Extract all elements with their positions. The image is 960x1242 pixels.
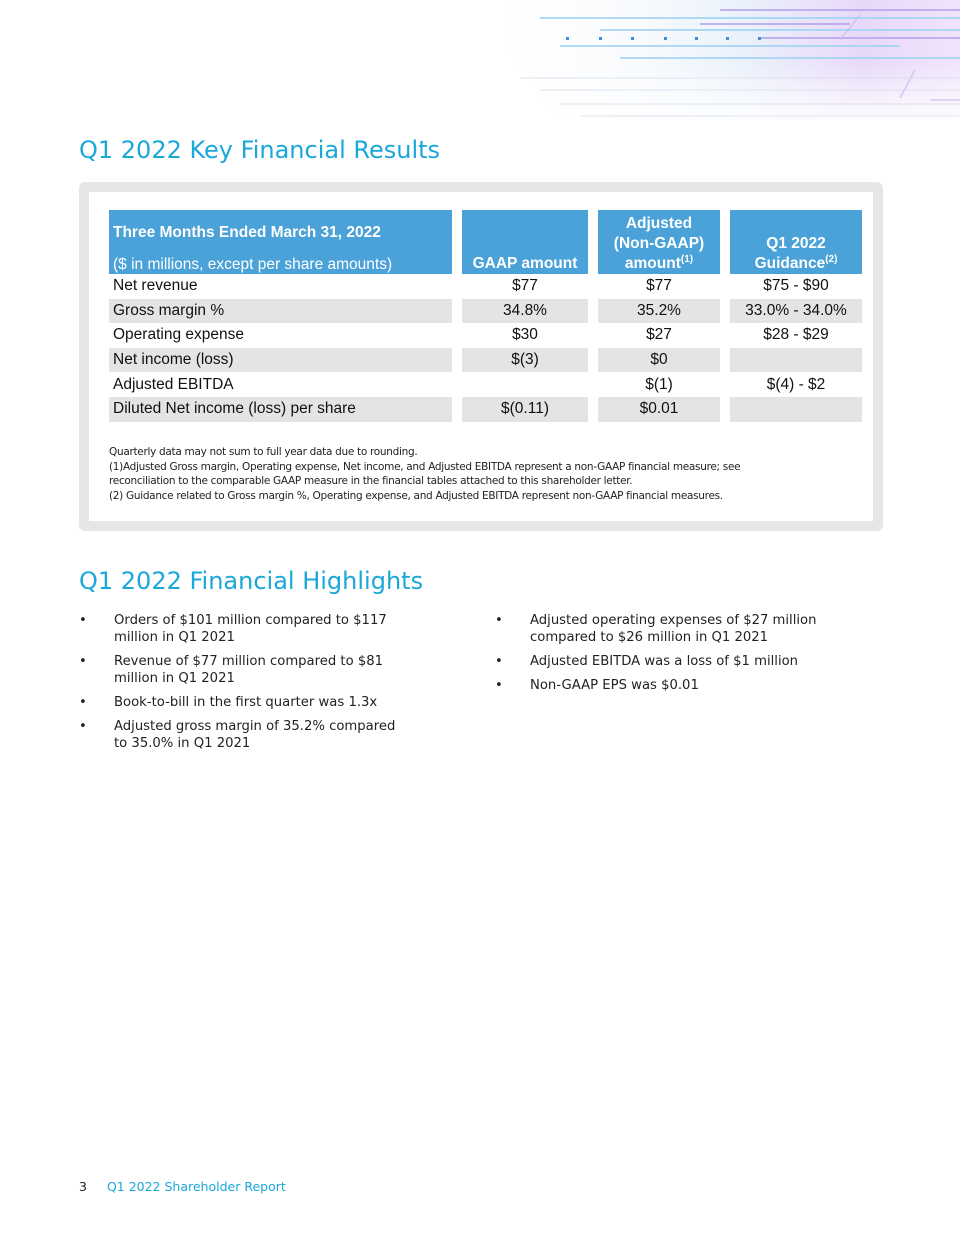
list-item: • Book-to-bill in the first quarter was 1.3x xyxy=(79,695,378,710)
row-label: Net revenue xyxy=(113,277,198,295)
gaap-value: $30 xyxy=(512,326,538,344)
bullet-icon: • xyxy=(495,613,503,628)
list-item: • Revenue of $77 million compared to $81 million in Q1 2021 xyxy=(79,654,384,686)
report-title: Q1 2022 Shareholder Report xyxy=(106,1179,286,1194)
bullet-icon: • xyxy=(79,613,87,628)
gaap-value: $(0.11) xyxy=(462,397,588,422)
adjusted-value: $77 xyxy=(646,277,672,295)
adjusted-value: $27 xyxy=(646,326,672,344)
page-footer xyxy=(79,1179,286,1194)
guidance-value xyxy=(730,397,862,422)
row-label: Diluted Net income (loss) per share xyxy=(109,397,452,422)
row-label: Gross margin % xyxy=(109,299,452,324)
list-item: • Non-GAAP EPS was $0.01 xyxy=(495,678,699,693)
bullet-icon: • xyxy=(495,678,503,693)
gaap-value: $(3) xyxy=(462,348,588,373)
header-adjusted: Adjusted (Non-GAAP) amount$^{(1)}$ xyxy=(598,210,720,274)
key-financial-results-title: Q1 2022 Key Financial Results xyxy=(79,136,441,164)
list-item: • Adjusted operating expenses of $27 million compared to $26 million in Q1 2021 xyxy=(495,613,817,645)
guidance-value: 33.0% - 34.0% xyxy=(730,299,862,324)
adjusted-value: $0.01 xyxy=(598,397,720,422)
page-number: 3 xyxy=(79,1179,87,1194)
financial-results-table xyxy=(109,210,862,422)
table-header-row xyxy=(109,210,862,274)
guidance-value: $(4) - $2 xyxy=(766,375,826,393)
highlights-right-column xyxy=(495,612,825,701)
footnote: Quarterly data may not sum to full year data due to rounding. xyxy=(109,446,418,458)
header-period: Three Months Ended March 31, 2022 xyxy=(113,224,381,241)
highlights-left-column xyxy=(79,612,409,759)
row-label: Adjusted EBITDA xyxy=(113,375,234,393)
header-period-cell xyxy=(109,210,452,274)
guidance-value: $75 - $90 xyxy=(763,277,829,295)
financial-results-panel xyxy=(79,182,883,531)
list-item: • Adjusted gross margin of 35.2% compared to 35.0% in Q1 2021 xyxy=(79,719,396,751)
row-label: Operating expense xyxy=(113,326,244,344)
bullet-icon: • xyxy=(495,654,503,669)
table-row xyxy=(109,348,862,373)
header-gaap: GAAP amount xyxy=(462,210,588,274)
adjusted-value: $0 xyxy=(598,348,720,373)
bullet-icon: • xyxy=(79,695,87,710)
row-label: Net income (loss) xyxy=(109,348,452,373)
adjusted-value: 35.2% xyxy=(598,299,720,324)
table-footnotes xyxy=(109,445,789,503)
header-units: ($ in millions, except per share amounts) xyxy=(113,256,393,273)
gaap-value: $77 xyxy=(512,277,538,295)
table-row xyxy=(109,274,862,299)
guidance-value xyxy=(730,348,862,373)
table-row xyxy=(109,323,862,348)
table-row xyxy=(109,299,862,324)
bullet-icon: • xyxy=(79,719,87,734)
table-row xyxy=(109,397,862,422)
guidance-value: $28 - $29 xyxy=(763,326,829,344)
gaap-value xyxy=(462,372,588,397)
bullet-icon: • xyxy=(79,654,87,669)
adjusted-value: $(1) xyxy=(645,375,673,393)
header-guidance: Q1 2022 Guidance$^{(2)}$ xyxy=(730,210,862,274)
financial-highlights-title: Q1 2022 Financial Highlights xyxy=(79,567,424,595)
table-row xyxy=(109,372,862,397)
decorative-banner xyxy=(0,0,960,125)
list-item: • Adjusted EBITDA was a loss of $1 million xyxy=(495,654,799,669)
list-item: • Orders of $101 million compared to $117 million in Q1 2021 xyxy=(79,613,387,645)
footnote: (2) Guidance related to Gross margin %, Operating expense, and Adjusted EBITDA represent non-GAAP financial measures. xyxy=(109,489,723,502)
footnote: (1)Adjusted Gross margin, Operating expense, Net income, and Adjusted EBITDA represent a non-GAAP financial measure; see reconciliation to the comparable GAAP measure in the financial tables attached to this shareholder letter. xyxy=(109,460,741,487)
gaap-value: 34.8% xyxy=(462,299,588,324)
